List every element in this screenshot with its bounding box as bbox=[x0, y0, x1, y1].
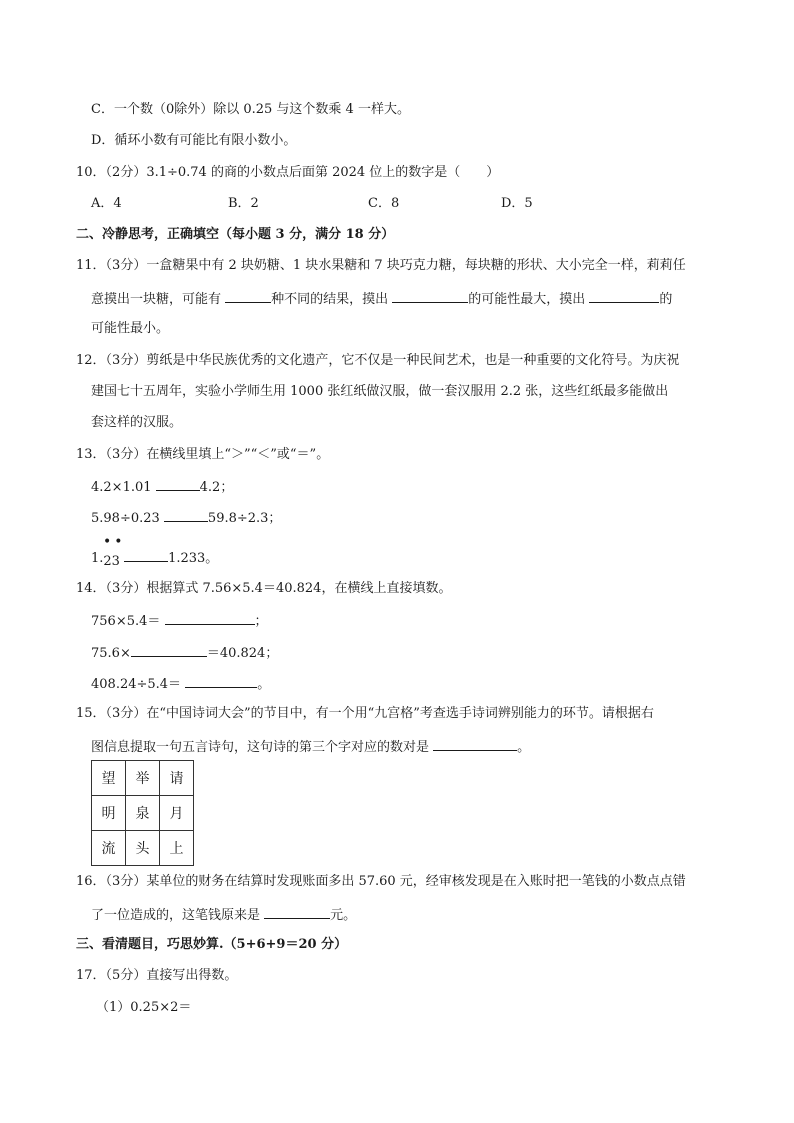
grid-cell: 望 bbox=[92, 761, 126, 796]
question-14: 14．（3分）根据算式 7.56×5.4＝40.824，在横线上直接填数。 bbox=[76, 581, 452, 596]
q14-item-2-right: ＝40.824； bbox=[206, 646, 279, 661]
question-16-line-1: 16．（3分）某单位的财务在结算时发现账面多出 57.60 元，经审核发现是在入账时把一笔钱的小数点点错 bbox=[76, 874, 686, 889]
q14-item-2-left: 75.6× bbox=[91, 646, 131, 661]
option-d-text: D．循环小数有可能比有限小数小。 bbox=[91, 133, 297, 148]
q17-item-1: （1）0.25×2＝ bbox=[96, 1000, 192, 1015]
grid-cell: 举 bbox=[126, 761, 160, 796]
q10-option-c: C．8 bbox=[368, 196, 400, 211]
q10-option-a: A．4 bbox=[91, 196, 122, 211]
q14-blank-3[interactable] bbox=[185, 674, 257, 688]
q11-text-c: 的可能性最大，摸出 bbox=[468, 292, 590, 307]
nine-grid-table bbox=[91, 760, 194, 866]
q13-item-3 bbox=[91, 548, 218, 568]
grid-row bbox=[92, 761, 194, 796]
grid-cell: 泉 bbox=[126, 796, 160, 831]
question-12-line-3: 套这样的汉服。 bbox=[91, 415, 183, 430]
q13-item-2-left: 5.98÷0.23 bbox=[91, 511, 164, 526]
q16-blank[interactable] bbox=[264, 905, 330, 919]
q13-item-2-right: 59.8÷2.3； bbox=[207, 511, 282, 526]
q14-item-3-right: 。 bbox=[257, 677, 271, 692]
q11-blank-1[interactable] bbox=[225, 289, 271, 303]
q14-item-3 bbox=[91, 674, 270, 694]
section-3-heading: 三、看清题目，巧思妙算.（5+6+9＝20 分） bbox=[76, 937, 348, 952]
q14-item-1 bbox=[91, 611, 268, 631]
q11-text-d: 的 bbox=[659, 292, 673, 307]
q14-item-2 bbox=[91, 643, 278, 663]
q11-blank-3[interactable] bbox=[589, 289, 659, 303]
q13-item-1-right: 4.2； bbox=[199, 480, 234, 495]
q15-blank[interactable] bbox=[433, 737, 517, 751]
q14-item-1-right: ； bbox=[254, 614, 268, 629]
question-17: 17．（5分）直接写出得数。 bbox=[76, 968, 238, 983]
q13-item-3-right: 1.233。 bbox=[168, 551, 219, 566]
q13-blank-3[interactable] bbox=[124, 548, 168, 562]
question-11-line-1: 11．（3分）一盒糖果中有 2 块奶糖、1 块水果糖和 7 块巧克力糖，每块糖的形状、大小完全一样，莉莉任 bbox=[76, 258, 686, 273]
q13-blank-2[interactable] bbox=[164, 508, 208, 522]
question-10: 10．（2分）3.1÷0.74 的商的小数点后面第 2024 位上的数字是（ ） bbox=[76, 165, 500, 180]
grid-row bbox=[92, 831, 194, 866]
q10-option-d: D．5 bbox=[501, 196, 533, 211]
grid-cell: 明 bbox=[92, 796, 126, 831]
question-11-line-2 bbox=[91, 289, 672, 309]
option-c-text: C．一个数（0除外）除以 0.25 与这个数乘 4 一样大。 bbox=[91, 102, 410, 117]
question-12-line-2: 建国七十五周年，实验小学师生用 1000 张红纸做汉服，做一套汉服用 2.2 张，这些红纸最多能做出 bbox=[91, 384, 669, 399]
question-12-line-1: 12．（3分）剪纸是中华民族优秀的文化遗产，它不仅是一种民间艺术，也是一种重要的文化符号。为庆祝 bbox=[76, 353, 680, 368]
q13-item-2 bbox=[91, 508, 281, 528]
q16-text: 了一位造成的，这笔钱原来是 bbox=[91, 908, 265, 923]
q11-text-a: 意摸出一块糖，可能有 bbox=[91, 292, 226, 307]
q15-text-end: 。 bbox=[517, 740, 531, 755]
grid-cell: 月 bbox=[160, 796, 194, 831]
q11-blank-2[interactable] bbox=[392, 289, 468, 303]
section-2-heading: 二、冷静思考，正确填空（每小题 3 分，满分 18 分） bbox=[76, 227, 395, 242]
q14-item-1-left: 756×5.4＝ bbox=[91, 614, 165, 629]
q14-blank-2[interactable] bbox=[131, 643, 207, 657]
grid-row bbox=[92, 796, 194, 831]
question-16-line-2 bbox=[91, 905, 356, 925]
q10-option-b: B．2 bbox=[228, 196, 259, 211]
grid-cell: 上 bbox=[160, 831, 194, 866]
repeating-digits: 23 bbox=[103, 554, 120, 569]
q16-text-end: 元。 bbox=[330, 908, 357, 923]
grid-cell: 请 bbox=[160, 761, 194, 796]
q13-item-3-left: 1. bbox=[91, 551, 104, 566]
grid-cell: 头 bbox=[126, 831, 160, 866]
q13-item-1 bbox=[91, 477, 233, 497]
q13-item-1-left: 4.2×1.01 bbox=[91, 480, 156, 495]
question-13: 13．（3分）在横线里填上“＞”“＜”或“＝”。 bbox=[76, 447, 330, 462]
q15-text: 图信息提取一句五言诗句，这句诗的第三个字对应的数对是 bbox=[91, 740, 434, 755]
q13-blank-1[interactable] bbox=[156, 477, 200, 491]
grid-cell: 流 bbox=[92, 831, 126, 866]
question-15-line-2 bbox=[91, 737, 530, 757]
q11-text-b: 种不同的结果，摸出 bbox=[271, 292, 393, 307]
question-15-line-1: 15．（3分）在“中国诗词大会”的节目中，有一个用“九宫格”考查选手诗词辨别能力的环节。请根据右 bbox=[76, 706, 654, 721]
question-11-line-3: 可能性最小。 bbox=[91, 321, 170, 336]
repeating-decimal-dots: •• bbox=[103, 534, 126, 550]
q14-blank-1[interactable] bbox=[165, 611, 255, 625]
q14-item-3-left: 408.24÷5.4＝ bbox=[91, 677, 186, 692]
